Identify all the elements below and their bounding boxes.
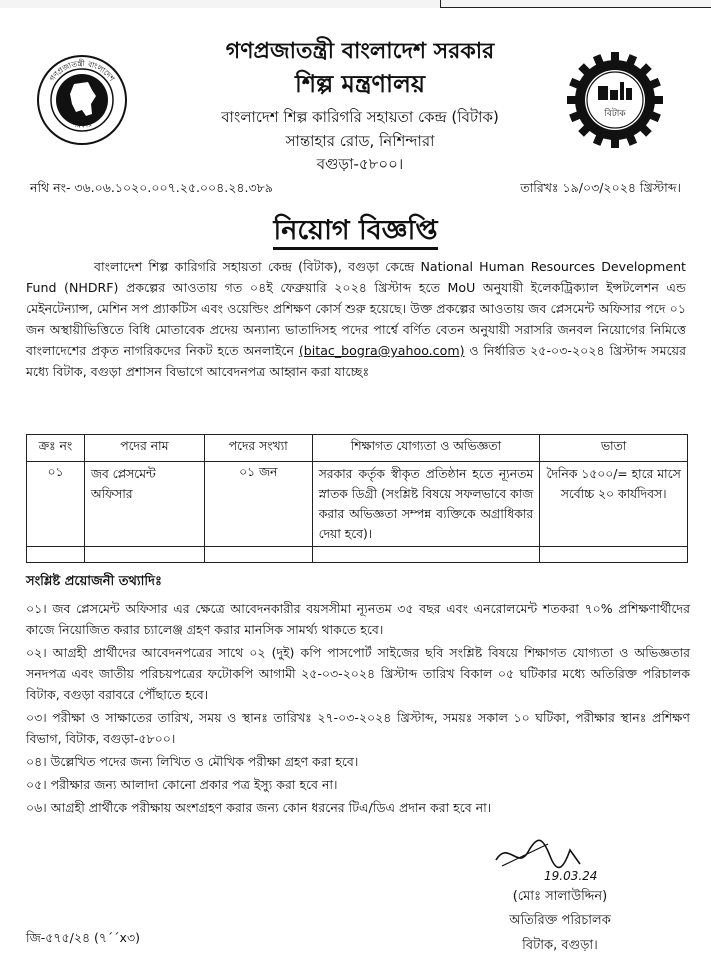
- header-ministry: শিল্প মন্ত্রণালয়: [294, 70, 426, 98]
- table-row: [27, 462, 688, 547]
- note-item: ০৩। পরীক্ষা ও সাক্ষাতের তারিখ, সময় ও স্থানঃ তারিখঃ ২৭-০৩-২০২৪ খ্রিস্টাব্দ, সময়ঃ সকাল ১০ ঘটিকা, পরীক্ষার স্থানঃ প্রশিক্ষণ বিভাগ, বিটাক, বগুড়া-৫৮০০।: [26, 710, 690, 746]
- body-paragraph: [26, 256, 686, 382]
- col-header-post: পদের নাম: [84, 435, 204, 462]
- table-spacer-row: [27, 547, 688, 563]
- header-organization: বাংলাদেশ শিল্প কারিগরি সহায়তা কেন্দ্র (বিটাক): [221, 108, 499, 126]
- clipping-box: [440, 0, 711, 8]
- cell-count: ০১ জন: [204, 462, 312, 547]
- body-text-part1: বাংলাদেশ শিল্প কারিগরি সহায়তা কেন্দ্র (বিটাক), বগুড়া কেন্দ্রে National Human Resources Development Fund (NHDRF) প্রকল্পের আওতায় গত ০৪ই ফেব্রুয়ারি ২০২৪ খ্রিস্টাব্দ হতে MoU অনুযায়ী ইলেকট্রিক্যাল ইন্সটলেশন এন্ড মেইনটেন্যান্স, মেশিন সপ প্র্যাকটিস এবং ওয়েল্ডিং প্রশিক্ষণ কোর্স শুরু হয়েছে। উক্ত প্রকল্পের আওতায় জব প্লেসমেন্ট অফিসার পদে ০১ জন অস্থায়ীভিত্তিতে বিধি মোতাবেক প্রদেয় অন্যান্য ভাতাদিসহ পদের পার্শ্বে বর্ণিত বেতন অনুযায়ী সরাসরি জনবল নিয়োগের নিমিত্তে বাংলাদেশের প্রকৃত নাগরিকদের নিকট হতে অনলাইনে: [26, 259, 686, 358]
- memo-number: নথি নং- ৩৬.০৬.১০২০.০০৭.২৫.০০৪.২৪.৩৮৯: [30, 180, 273, 195]
- note-item: ০৫। পরীক্ষার জন্য আলাদা কোনো প্রকার পত্র ইস্যু করা হবে না।: [26, 777, 338, 792]
- cell-allowance: দৈনিক ১৫০০/= হারে মাসে সর্বোচ্চ ২০ কার্যদিবস।: [540, 462, 688, 547]
- note-item: ০২। আগ্রহী প্রার্থীদের আবেদনপত্রের সাথে ০২ (দুই) কপি পাসপোর্ট সাইজের ছবি সংশ্লিষ্ট বিষয়ে শিক্ষাগত যোগ্যতা ও অভিজ্ঞতার সনদপত্র এবং জাতীয় পরিচয়পত্রের ফটোকপি আগামী ২৫-০৩-২০২৪ খ্রিস্টাব্দ তারিখ বিকাল ০৫ ঘটিকার মধ্যে অতিরিক্ত পরিচালক বিটাক, বগুড়া বরাবরে পৌঁছাতে হবে।: [26, 645, 690, 702]
- table-header-row: [27, 435, 688, 462]
- col-header-serial: ক্রঃ নং: [27, 435, 85, 462]
- note-item: ০১। জব প্লেসমেন্ট অফিসার এর ক্ষেত্রে আবেদনকারীর বয়সসীমা ন্যূনতম ৩৫ বছর এবং এনরোলমেন্ট শতকরা ৭০% প্রশিক্ষণার্থীদের কাজে নিয়োজিত করার চ্যালেঞ্জ গ্রহণ করার মানসিক সামর্থ্য থাকতে হবে।: [26, 601, 690, 637]
- body-text-part2: ও নির্ধারিত ২৫-০৩-২০২৪ খ্রিস্টাব্দ সময়ের মধ্যে বিটাক, বগুড়া প্রশাসন বিভাগে আবেদনপত্র আহ্বান করা যাচ্ছেঃ: [26, 343, 686, 379]
- emblem-text-top: গণপ্রজাতন্ত্রী বাংলাদেশ: [47, 58, 117, 83]
- header-city: বগুড়া-৫৮০০।: [316, 155, 404, 173]
- bitac-logo-text: বিটাক: [604, 109, 626, 119]
- bangladesh-emblem-icon: [36, 54, 128, 146]
- handwritten-signature: [488, 830, 618, 890]
- signatory-name: (মোঃ সালাউদ্দিন): [512, 889, 608, 904]
- cell-qualification: সরকার কর্তৃক স্বীকৃত প্রতিষ্ঠান হতে ন্যূনতম স্নাতক ডিগ্রী (সংশ্লিষ্ট বিষয়ে সফলভাবে কাজ করার অভিজ্ঞতা সম্পন্ন ব্যক্তিকে অগ্রাধিকার দেয়া হবে)।: [312, 462, 540, 547]
- cell-post: জব প্লেসমেন্ট অফিসার: [84, 462, 204, 547]
- cell-serial: ০১: [27, 462, 85, 547]
- header-government: গণপ্রজাতন্ত্রী বাংলাদেশ সরকার: [225, 39, 495, 64]
- notice-title: নিয়োগ বিজ্ঞপ্তি: [273, 215, 437, 250]
- emblem-text-bottom: সরকার: [71, 119, 93, 130]
- col-header-allowance: ভাতা: [540, 435, 688, 462]
- footer-code: জি-৫৭৫/২৪ (৭´´x৩): [26, 930, 140, 945]
- notice-title-wrap: [0, 210, 711, 255]
- info-title: সংশ্লিষ্ট প্রয়োজনী তথ্যাদিঃ: [26, 574, 162, 589]
- header-address: সান্তাহার রোড, নিশিন্দারা: [285, 132, 435, 150]
- memo-date: তারিখঃ ১৯/০৩/২০২৪ খ্রিস্টাব্দ।: [520, 180, 681, 195]
- notes-list: [26, 598, 690, 820]
- signatory-office: বিটাক, বগুড়া।: [522, 938, 598, 953]
- signatory-designation: অতিরিক্ত পরিচালক: [509, 913, 611, 928]
- bitac-gear-logo-icon: [565, 50, 665, 150]
- col-header-count: পদের সংখ্যা: [204, 435, 312, 462]
- posts-table: [26, 434, 688, 563]
- top-clipping-strip: [0, 0, 711, 8]
- email-address: (bitac_bogra@yahoo.com): [298, 343, 465, 358]
- note-item: ০৪। উল্লেখিত পদের জন্য লিখিত ও মৌখিক পরীক্ষা গ্রহণ করা হবে।: [26, 754, 359, 769]
- note-item: ০৬। আগ্রহী প্রার্থীকে পরীক্ষায় অংশগ্রহণ করার জন্য কোন ধরনের টিএ/ডিএ প্রদান করা হবে না।: [26, 800, 492, 815]
- col-header-qualification: শিক্ষাগত যোগ্যতা ও অভিজ্ঞতা: [312, 435, 540, 462]
- signature-date: 19.03.24: [544, 869, 598, 883]
